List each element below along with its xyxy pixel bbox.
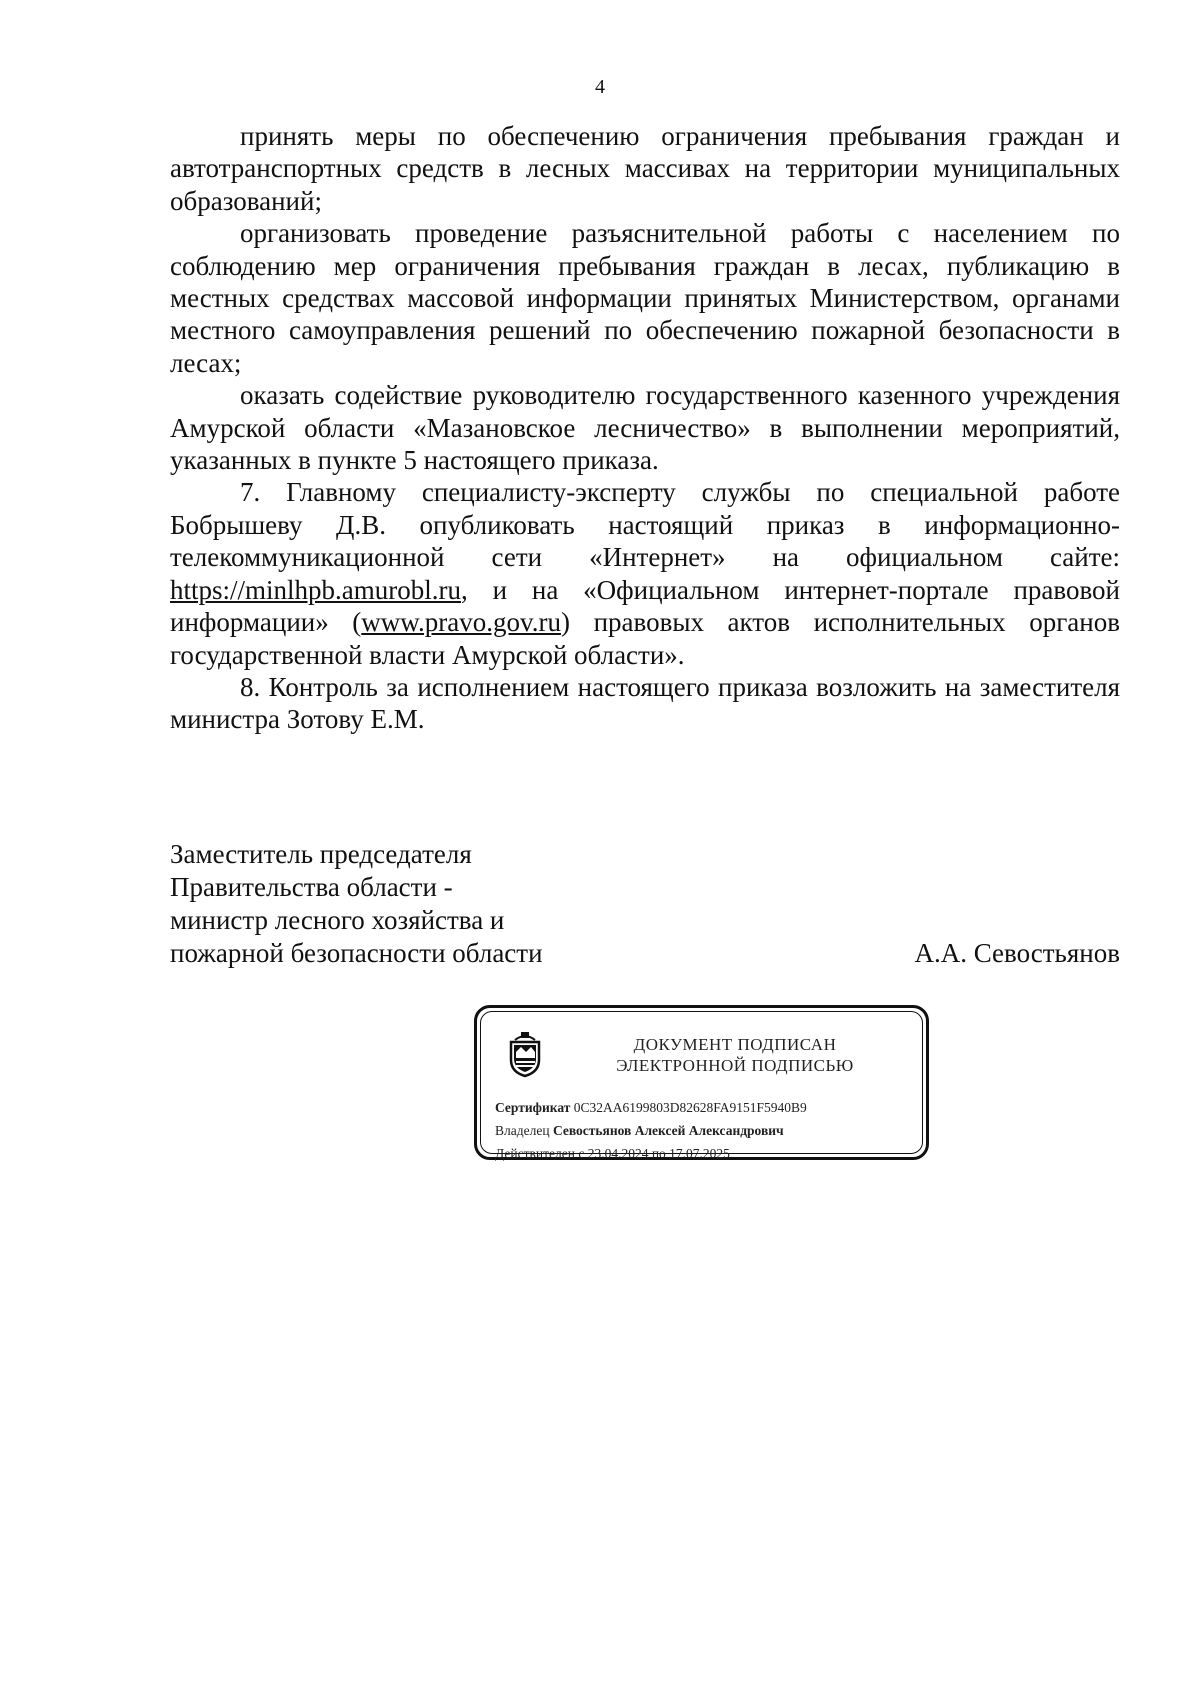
valid-to-date: 17.07.2025 xyxy=(669,1146,730,1161)
certificate-row xyxy=(495,1096,915,1119)
page-number: 4 xyxy=(595,76,605,98)
signer-name: А.А. Севостьянов xyxy=(914,938,1120,968)
paragraph-explanatory-work: организовать проведение разъяснительной работы с населением по соблюдению мер ограничения пребывания граждан в лесах, публикацию в местных средствах массовой информации принятых Министерством, органами местного самоуправления решений по обеспечению пожарной безопасности в лесах; xyxy=(170,218,1120,378)
owner-row xyxy=(495,1119,915,1142)
signer-position-line: Правительства области - xyxy=(170,872,453,902)
coat-of-arms-icon xyxy=(507,1030,543,1078)
paragraph-item-8: 8. Контроль за исполнением настоящего приказа возложить на заместителя министра Зотову Е.М. xyxy=(170,671,1120,735)
validity-row xyxy=(495,1142,915,1165)
stamp-title xyxy=(565,1034,905,1076)
stamp-title-line: ДОКУМЕНТ ПОДПИСАН xyxy=(633,1035,837,1054)
item-7-text-end: ) правовых актов исполнительных органов государственной власти Амурской области». xyxy=(170,607,1120,670)
validity-label: Действителен xyxy=(495,1146,575,1161)
signer-position-line: министр лесного хозяйства и xyxy=(170,905,505,935)
certificate-label: Сертификат xyxy=(495,1100,571,1115)
signature-block xyxy=(170,838,1120,970)
stamp-inner-border xyxy=(480,1011,923,1161)
paragraph-assist-forestry: оказать содействие руководителю государственного казенного учреждения Амурской области «Мазановское лесничество» в выполнении мероприятий, указанных в пункте 5 настоящего приказа. xyxy=(170,380,1120,476)
electronic-signature-stamp xyxy=(474,1005,929,1160)
signer-position-line: пожарной безопасности области xyxy=(170,938,543,968)
signer-position-line: Заместитель председателя xyxy=(170,839,472,869)
owner-name: Севостьянов Алексей Александрович xyxy=(552,1123,784,1138)
item-7-text-start: 7. Главному специалисту-эксперту службы по специальной работе Бобрышеву Д.В. опубликовать настоящий приказ в информационно-телекоммуникационной сети «Интернет» на официальном сайте: xyxy=(170,477,1120,573)
certificate-number: 0C32AA6199803D82628FA9151F5940B9 xyxy=(573,1100,807,1115)
stamp-title-line: ЭЛЕКТРОННОЙ ПОДПИСЬЮ xyxy=(616,1056,854,1075)
item-7-text-middle: , и на «Официальном интернет-портале правовой информации» ( xyxy=(170,574,1120,638)
valid-from-prefix: с xyxy=(578,1146,585,1161)
owner-label: Владелец xyxy=(495,1123,550,1138)
valid-to-prefix: по xyxy=(651,1146,666,1161)
order-body xyxy=(170,120,1120,736)
ministry-site-link[interactable]: https://minlhpb.amurobl.ru xyxy=(170,574,461,605)
stamp-details xyxy=(495,1096,915,1165)
valid-from-date: 23.04.2024 xyxy=(587,1146,649,1161)
paragraph-restrict-access: принять меры по обеспечению ограничения пребывания граждан и автотранспортных средств в лесных массивах на территории муниципальных образований; xyxy=(170,121,1120,216)
pravo-portal-link[interactable]: www.pravo.gov.ru xyxy=(361,607,562,638)
paragraph-item-7 xyxy=(170,476,1120,670)
